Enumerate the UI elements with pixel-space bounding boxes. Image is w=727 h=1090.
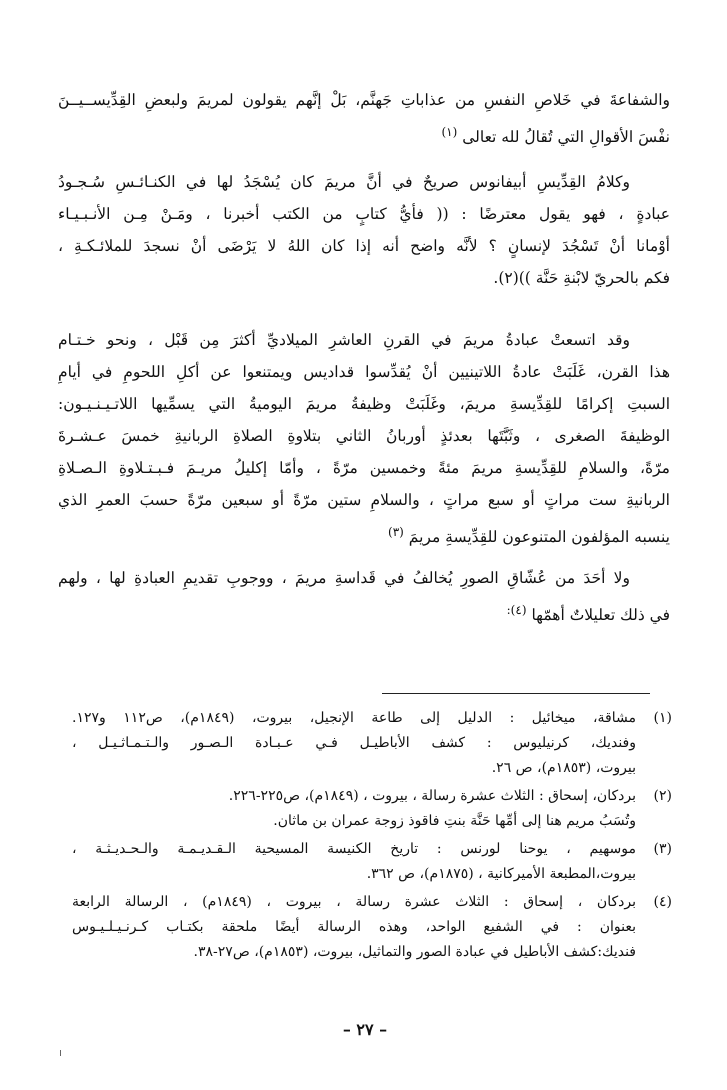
text-line: السبتِ إكرامًا للقِدِّيسةِ مريمَ، وغَلَبَتْ وظيفةُ مريمَ اليوميةُ التي يسمِّيها اللاتـيـنـيـون:	[58, 395, 670, 413]
text-line: هذا القرن، غَلَبَتْ عادةُ اللاتينيين أنْ يُقدِّسوا قداديس ويمتنعوا عن أكلِ اللحومِ في أيامِ	[58, 363, 670, 381]
text-line: عبادةٍ ، فهو يقول معترضًا : (( فأيُّ كتابٍ من الكتب أخبرنا ، ومَـنْ مِـن الأنـبـيـاء	[58, 205, 670, 223]
text-line: فكم بالحريّ لابْنةِ حَنَّة ))(٢).	[493, 269, 670, 287]
footnotes	[72, 706, 672, 968]
footnote-number: (٢)	[653, 788, 672, 804]
footnote-3	[72, 837, 672, 887]
main-text	[58, 84, 670, 626]
text-line: وقد اتسعتْ عبادةُ مريمَ في القرنِ العاشرِ الميلاديِّ أكثرَ مِن قَبْل ، ونحو خـتـام	[58, 331, 630, 349]
footnote-number: (٣)	[653, 841, 672, 857]
footnote-line: بيروت، (١٨٥٣م)، ص ٢٦.	[491, 760, 636, 776]
text-line: ولا أحَدَ من عُشّاقِ الصورِ يُخالفُ في قَداسةِ مريمَ ، ووجوبِ تقديمِ العبادةِ لها ، ولهم	[58, 569, 630, 587]
paragraph-2	[58, 166, 670, 294]
scan-mark	[60, 1050, 64, 1056]
text-line: أوْمانا أنْ تَسْجُدَ لإنسانٍ ؟ لأنَّه واضح أنه إذا كان اللهُ لا يَرْضَى أنْ نسجدَ للملائـكـةِ ،	[58, 237, 670, 255]
text-line: الوظيفةَ الصغرى ، وثَبَّتَها بعدئذٍ أوربانُ الثاني بتلاوةِ الصلاةِ الربانيةِ خمسَ عـشـرةَ	[58, 427, 670, 445]
footnote-ref: (١)	[441, 125, 458, 139]
footnote-2	[72, 784, 672, 834]
footnote-line: بيروت،المطبعة الأميركانية ، (١٨٧٥م)، ص ٣٦٢.	[366, 866, 636, 882]
text-line: ينسبه المؤلفون المتنوعون للقِدِّيسةِ مريمَ $^{(٣)}$	[388, 525, 670, 547]
page-number: – ٢٧ –	[342, 1020, 388, 1039]
footnote-4	[72, 890, 672, 965]
text-line: والشفاعةَ في خَلاصِ النفسِ من عذاباتِ جَهنَّم، بَلْ إنَّهم يقولون لمريمَ ولبعضِ القِدِّيســيــنَ	[58, 91, 670, 109]
paragraph-4	[58, 562, 670, 626]
footnote-number: (٤)	[653, 894, 672, 910]
footnote-ref: (٣)	[388, 525, 404, 539]
text-line: مرّةً، والسلامِ للقِدِّيسةِ مريمَ مئةً وخمسين مرّةً ، وأمّا إكليلُ مريـمَ فـبـتـلاوةِ الـصـلاةِ	[58, 459, 670, 477]
text-line: وكلامُ القِدِّيسِ أبيفانوس صريحٌ في أنَّ مريمَ كان يُسْجَدُ لها في الكنـائـسِ سُـجـودُ	[58, 173, 630, 191]
footnote-number: (١)	[653, 710, 672, 726]
footnote-line: موسهيم ، يوحنا لورنس : تاريخ الكنيسة المسيحية الـقـديـمـة والـحـديـثـة ،	[72, 841, 636, 857]
footnote-divider	[382, 693, 650, 694]
footnote-ref: (٤):	[506, 603, 527, 617]
footnote-1	[72, 706, 672, 781]
footnote-line: بعنوان : في الشفيع الواحد، وهذه الرسالة أيضًا ملحقة بكتـاب كـرنـيـلـيـوس	[72, 919, 636, 935]
footnote-line: بردكان، إسحاق : الثلاث عشرة رسالة ، بيروت ، (١٨٤٩م)، ص٢٢٥-٢٢٦.	[228, 788, 636, 804]
paragraph-3	[58, 324, 670, 548]
paragraph-1	[58, 84, 670, 148]
footnote-line: وفنديك، كرنيليوس : كشف الأباطيـل فـي عـبـادة الـصـور والـتـمـاثـيـل ،	[72, 735, 636, 751]
footnote-line: مشاقة، ميخائيل : الدليل إلى طاعة الإنجيل، بيروت، (١٨٤٩م)، ص١١٢ و١٢٧.	[72, 710, 636, 726]
text-line: نفْسَ الأقوالِ التي تُقالُ لله تعالى $^{(١)}$	[441, 125, 670, 147]
footnote-line: وتُسَبُ مريم هنا إلى أمِّها حَنَّة بنتِ فاقوذ زوجة عمران بن ماثان.	[273, 813, 636, 829]
footnote-line: فنديك:كشف الأباطيل في عبادة الصور والتماثيل، بيروت، (١٨٥٣م)، ص٢٧-٣٨.	[193, 944, 636, 960]
text-line: الربانيةِ ست مراتٍ أو سبع مراتٍ ، والسلامِ ستين مرّةً أو سبعين مرّةً حسبَ العمرِ الذي	[58, 491, 670, 509]
text-line: في ذلك تعليلاتٌ أهمّها $^{(٤):}$	[506, 603, 670, 625]
footnote-line: بردكان ، إسحاق : الثلاث عشرة رسالة ، بيروت ، (١٨٤٩م) ، الرسالة الرابعة	[72, 894, 636, 910]
